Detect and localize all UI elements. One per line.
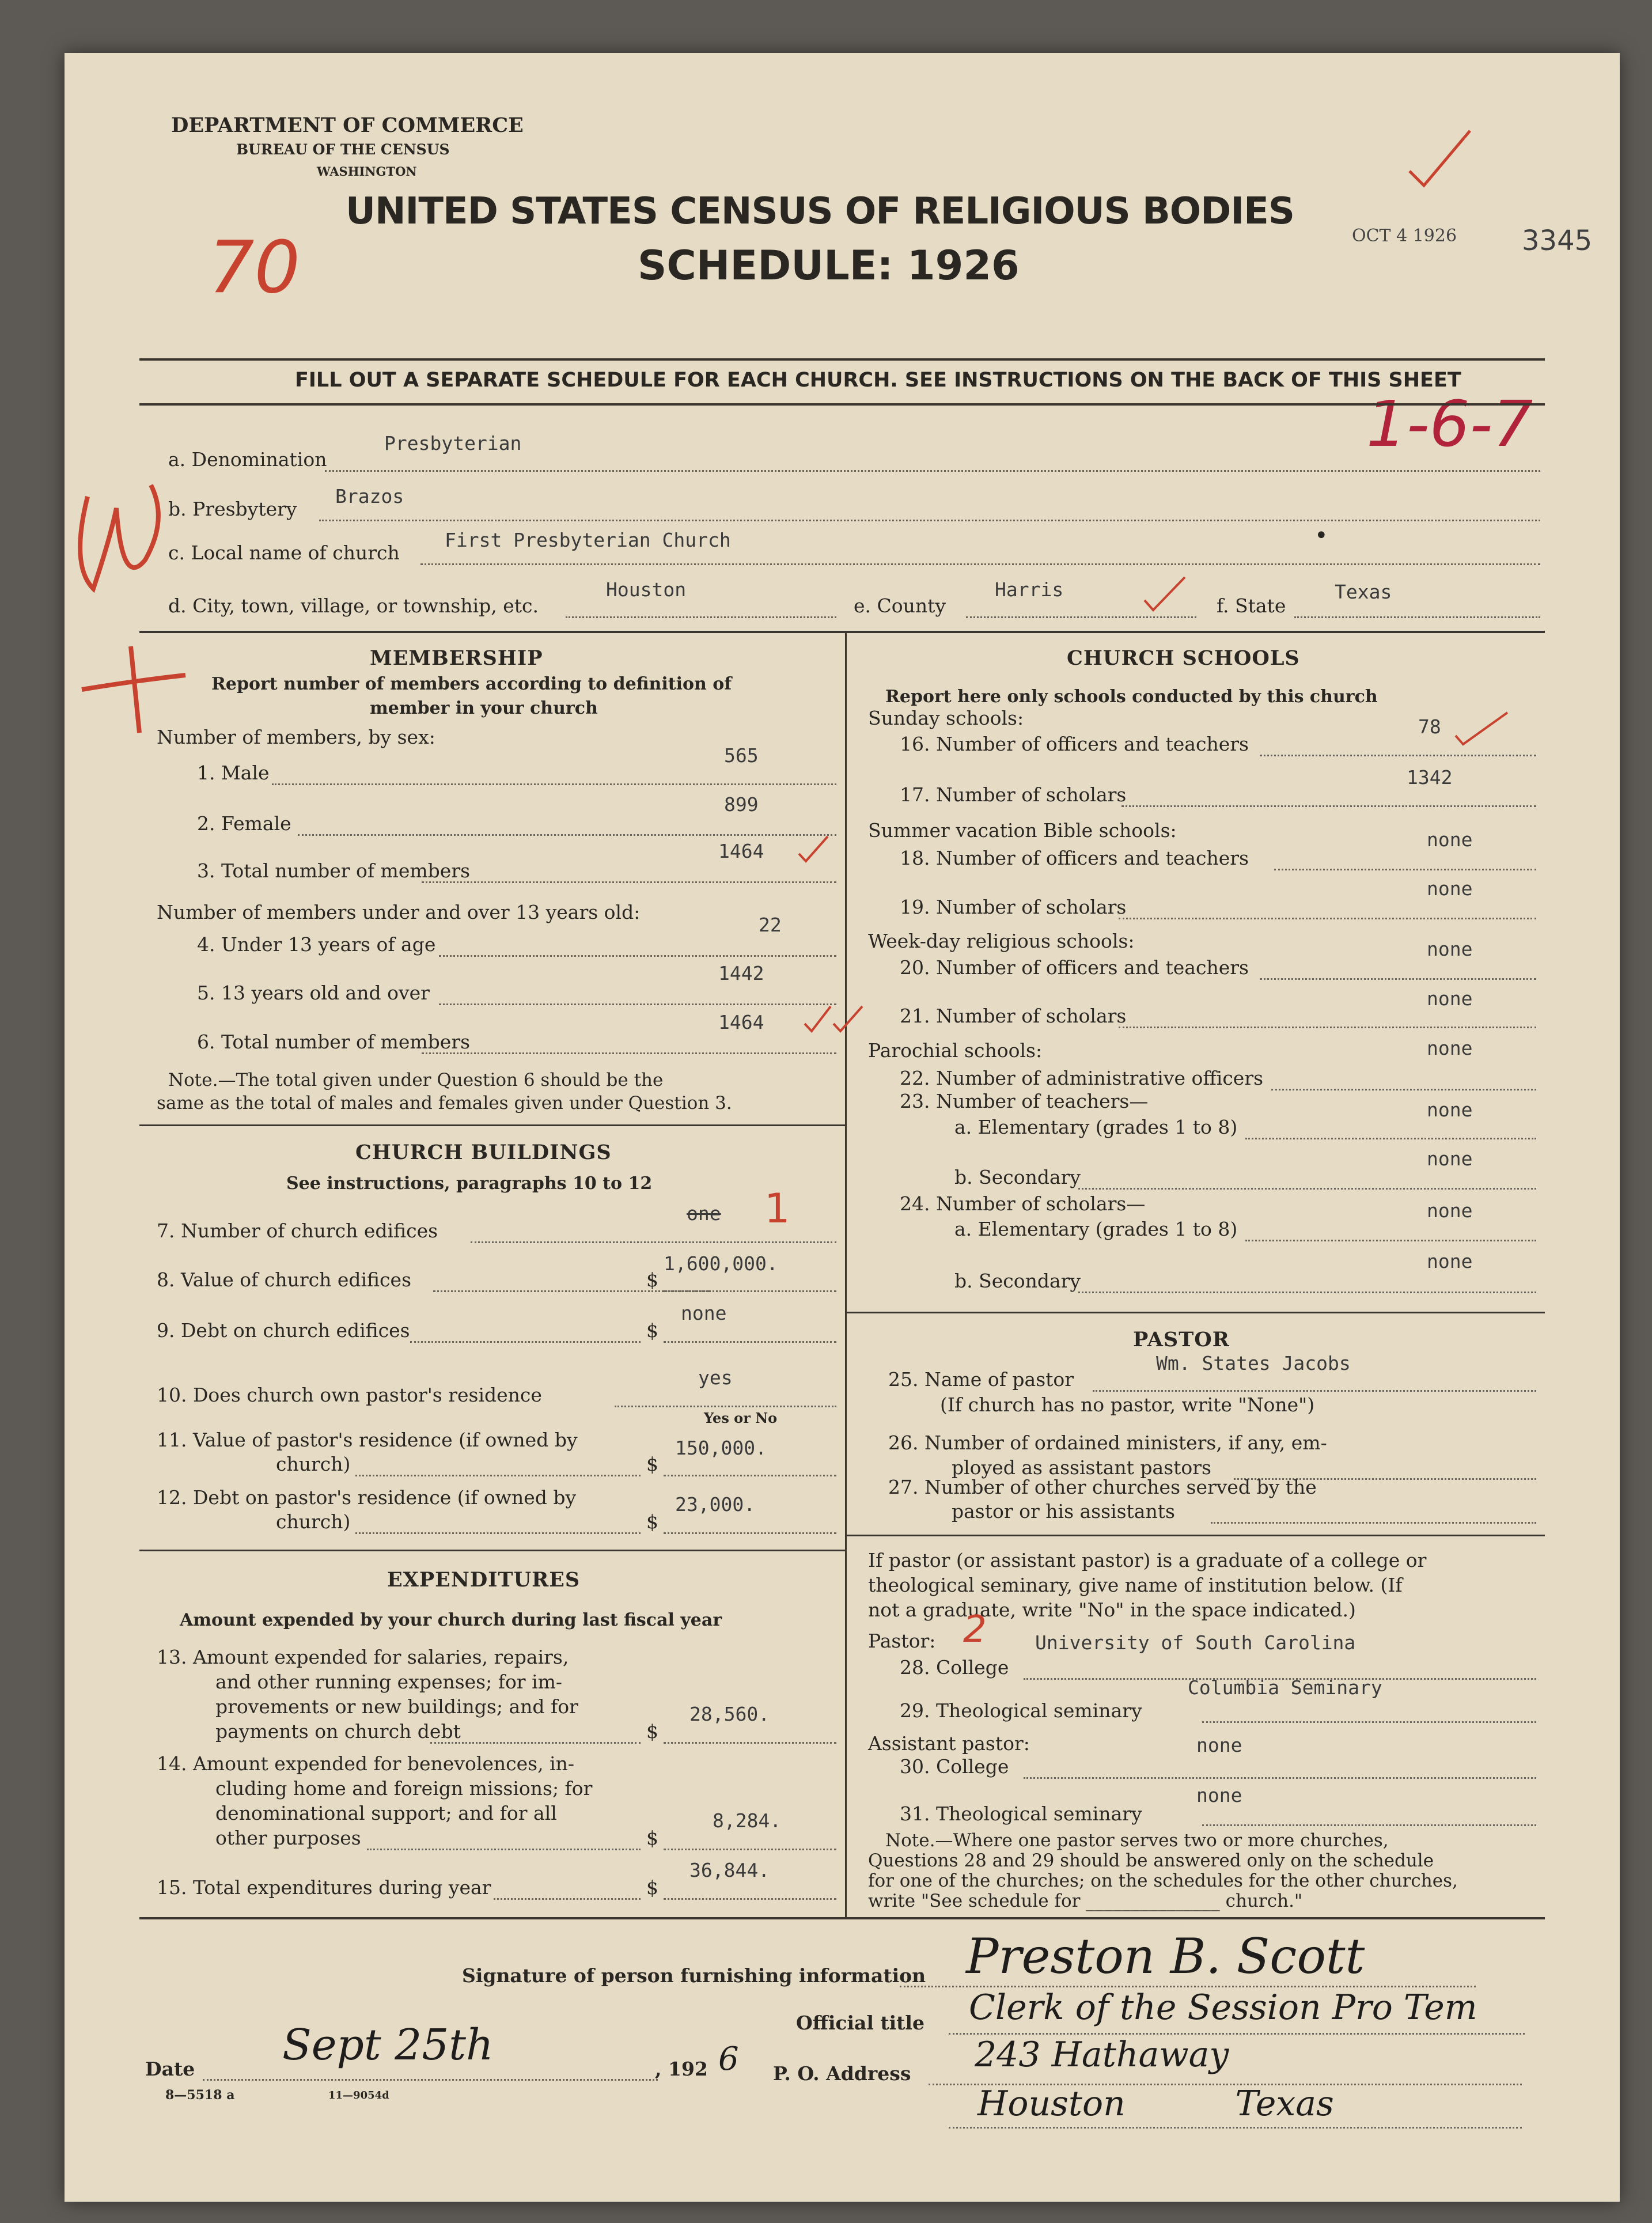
q12-label-1: 12. Debt on pastor's residence (if owned by (157, 1486, 577, 1509)
denomination-label: a. Denomination (168, 448, 327, 471)
q30-label: 30. College (900, 1755, 1009, 1778)
q2-value[interactable]: 899 (724, 793, 759, 816)
q3-label: 3. Total number of members (197, 859, 471, 882)
q24a-value[interactable]: none (1427, 1199, 1473, 1222)
state-value[interactable]: Texas (1335, 581, 1392, 603)
q25-value[interactable]: Wm. States Jacobs (1156, 1352, 1351, 1374)
state-label: f. State (1217, 594, 1286, 617)
q9-label: 9. Debt on church edifices (157, 1319, 410, 1342)
q23a-label: a. Elementary (grades 1 to 8) (954, 1116, 1238, 1138)
pastor-note-3: for one of the churches; on the schedules for the other churches, (868, 1870, 1458, 1891)
membership-heading: MEMBERSHIP (370, 646, 543, 670)
dept-name: DEPARTMENT OF COMMERCE (171, 113, 524, 137)
q16-label: 16. Number of officers and teachers (900, 733, 1249, 755)
q19-value[interactable]: none (1427, 877, 1473, 900)
q12-dollar: $ (646, 1510, 658, 1533)
bureau-name: BUREAU OF THE CENSUS (236, 141, 450, 158)
official-title-label: Official title (796, 2012, 924, 2034)
q24a-label: a. Elementary (grades 1 to 8) (954, 1218, 1238, 1240)
red-cross-mark-icon (76, 641, 191, 739)
q29-value[interactable]: Columbia Seminary (1188, 1676, 1382, 1699)
membership-subheading-2: member in your church (370, 698, 598, 718)
q9-value[interactable]: none (681, 1302, 727, 1324)
summer-schools-label: Summer vacation Bible schools: (868, 819, 1177, 842)
q8-value[interactable]: 1,600,000. (664, 1252, 778, 1275)
q6-label: 6. Total number of members (197, 1031, 471, 1053)
census-form-sheet (65, 53, 1620, 2202)
q5-label: 5. 13 years old and over (197, 982, 430, 1004)
po-address-line-2[interactable]: Houston Texas (977, 2084, 1334, 2124)
q28-value[interactable]: University of South Carolina (1035, 1631, 1356, 1654)
q24-label: 24. Number of scholars— (900, 1192, 1146, 1215)
q13-value[interactable]: 28,560. (689, 1703, 770, 1725)
q18-label: 18. Number of officers and teachers (900, 847, 1249, 869)
q16-value[interactable]: 78 (1418, 715, 1441, 738)
q9-dollar: $ (646, 1319, 658, 1342)
graduate-instruction-3: not a graduate, write "No" in the space indicated.) (868, 1599, 1356, 1621)
q21-value[interactable]: none (1427, 987, 1473, 1010)
q30-value[interactable]: none (1196, 1734, 1242, 1756)
q14-value[interactable]: 8,284. (713, 1809, 782, 1832)
q12-label-2: church) (276, 1510, 351, 1533)
presbytery-value[interactable]: Brazos (335, 485, 404, 508)
membership-note-1: Note.—The total given under Question 6 should be the (168, 1070, 664, 1090)
signature-label: Signature of person furnishing information (462, 1964, 926, 1987)
schools-heading: CHURCH SCHOOLS (1067, 646, 1300, 670)
q8-label: 8. Value of church edifices (157, 1268, 412, 1291)
city-label: d. City, town, village, or township, etc. (168, 594, 539, 617)
members-by-sex-label: Number of members, by sex: (157, 726, 435, 748)
q18-value[interactable]: none (1427, 828, 1473, 851)
q8-dollar: $ (646, 1268, 658, 1291)
q26-label-1: 26. Number of ordained ministers, if any, em- (888, 1431, 1327, 1454)
q24b-value[interactable]: none (1427, 1250, 1473, 1273)
weekday-schools-label: Week-day religious schools: (868, 930, 1135, 952)
q3-value[interactable]: 1464 (718, 840, 764, 862)
denomination-value[interactable]: Presbyterian (384, 432, 522, 455)
red-handwritten-number: 70 (209, 226, 301, 309)
sunday-schools-label: Sunday schools: (868, 707, 1024, 729)
q7-label: 7. Number of church edifices (157, 1220, 438, 1242)
q12-value[interactable]: 23,000. (675, 1493, 756, 1516)
q25-label: 25. Name of pastor (888, 1368, 1074, 1391)
local-name-value[interactable]: First Presbyterian Church (445, 529, 731, 551)
q11-label-2: church) (276, 1453, 351, 1475)
expenditures-subheading: Amount expended by your church during last fiscal year (180, 1610, 722, 1630)
q20-value[interactable]: none (1427, 938, 1473, 960)
stamp-number: 3345 (1522, 225, 1593, 257)
q11-value[interactable]: 150,000. (675, 1437, 767, 1459)
q7-value[interactable]: one (687, 1202, 721, 1225)
schedule-title: SCHEDULE: 1926 (638, 242, 1020, 289)
q1-value[interactable]: 565 (724, 744, 759, 767)
presbytery-label: b. Presbytery (168, 498, 297, 520)
q6-value[interactable]: 1464 (718, 1011, 764, 1033)
membership-subheading-1: Report number of members according to definition of (211, 674, 732, 694)
q19-label: 19. Number of scholars (900, 896, 1127, 918)
expenditures-heading: EXPENDITURES (387, 1568, 581, 1592)
q13-dollar: $ (646, 1720, 658, 1743)
q14-label-3: denominational support; and for all (215, 1802, 557, 1824)
parochial-schools-label: Parochial schools: (868, 1039, 1043, 1062)
q17-label: 17. Number of scholars (900, 783, 1127, 806)
assistant-pastor-subheading: Assistant pastor: (868, 1732, 1030, 1755)
q7-red-correction: 1 (764, 1185, 790, 1232)
q5-value[interactable]: 1442 (718, 962, 764, 984)
local-name-label: c. Local name of church (168, 541, 400, 564)
q10-value[interactable]: yes (698, 1366, 733, 1389)
year-digit[interactable]: 6 (718, 2040, 739, 2078)
print-code: 11—9054d (328, 2089, 389, 2101)
q31-value[interactable]: none (1196, 1784, 1242, 1807)
q25-note: (If church has no pastor, write "None") (940, 1393, 1315, 1416)
membership-note-2: same as the total of males and females given under Question 3. (157, 1093, 732, 1114)
q1-label: 1. Male (197, 762, 270, 784)
graduate-instruction-2: theological seminary, give name of institution below. (If (868, 1574, 1403, 1596)
signature-value[interactable]: Preston B. Scott (966, 1928, 1365, 1985)
q24b-label: b. Secondary (954, 1270, 1081, 1292)
q23a-value[interactable]: none (1427, 1099, 1473, 1121)
q15-value[interactable]: 36,844. (689, 1859, 770, 1881)
q27-label-2: pastor or his assistants (952, 1500, 1175, 1523)
red-annotation-mark-icon (59, 474, 185, 646)
q31-label: 31. Theological seminary (900, 1802, 1142, 1825)
q28-label: 28. College (900, 1656, 1009, 1679)
q11-dollar: $ (646, 1453, 658, 1475)
form-code: 8—5518 a (165, 2088, 235, 2103)
q13-label-1: 13. Amount expended for salaries, repairs, (157, 1646, 569, 1668)
q20-label: 20. Number of officers and teachers (900, 956, 1249, 979)
q4-label: 4. Under 13 years of age (197, 933, 436, 956)
q14-dollar: $ (646, 1827, 658, 1849)
q14-label-1: 14. Amount expended for benevolences, in- (157, 1752, 575, 1775)
q11-label-1: 11. Value of pastor's residence (if owned by (157, 1429, 578, 1451)
pastor-note-4: write "See schedule for _______________ church." (868, 1891, 1303, 1911)
pastor-subheading: Pastor: (868, 1630, 936, 1652)
red-mark-2: 2 (963, 1608, 987, 1651)
q2-label: 2. Female (197, 812, 291, 835)
official-title-value[interactable]: Clerk of the Session Pro Tem (969, 1987, 1477, 2028)
form-title: UNITED STATES CENSUS OF RELIGIOUS BODIES (346, 190, 1294, 233)
pastor-heading: PASTOR (1133, 1328, 1230, 1351)
bureau-city: WASHINGTON (317, 164, 417, 179)
check-mark-icon (796, 834, 831, 865)
q27-label-1: 27. Number of other churches served by the (888, 1476, 1317, 1498)
county-value[interactable]: Harris (995, 578, 1064, 601)
check-mark-icon (802, 1003, 865, 1038)
city-value[interactable]: Houston (606, 578, 687, 601)
q13-label-3: provements or new buildings; and for (215, 1695, 578, 1718)
q29-label: 29. Theological seminary (900, 1699, 1142, 1722)
q15-label: 15. Total expenditures during year (157, 1876, 491, 1899)
po-address-line-1[interactable]: 243 Hathaway (975, 2035, 1229, 2075)
buildings-subheading: See instructions, paragraphs 10 to 12 (286, 1173, 653, 1194)
q22-value[interactable]: none (1427, 1037, 1473, 1059)
q21-label: 21. Number of scholars (900, 1005, 1127, 1027)
q13-label-2: and other running expenses; for im- (215, 1671, 563, 1693)
year-prefix: , 192 (655, 2058, 708, 2080)
check-mark-icon (1407, 128, 1476, 191)
graduate-instruction-1: If pastor (or assistant pastor) is a graduate of a college or (868, 1549, 1427, 1571)
q17-value[interactable]: 1342 (1407, 766, 1453, 789)
pastor-note-2: Questions 28 and 29 should be answered only on the schedule (868, 1850, 1434, 1871)
q13-label-4: payments on church debt (215, 1720, 461, 1743)
check-mark-icon (1142, 574, 1188, 615)
q14-label-4: other purposes (215, 1827, 361, 1849)
received-stamp: OCT 4 1926 (1352, 226, 1457, 246)
q4-value[interactable]: 22 (759, 914, 782, 936)
ink-dot: • (1314, 522, 1328, 549)
q26-label-2: ployed as assistant pastors (952, 1456, 1211, 1479)
age-heading: Number of members under and over 13 years old: (157, 901, 641, 923)
county-label: e. County (854, 594, 946, 617)
q23b-label: b. Secondary (954, 1166, 1081, 1188)
pastor-note-1: Note.—Where one pastor serves two or more churches, (885, 1830, 1389, 1851)
buildings-heading: CHURCH BUILDINGS (355, 1141, 612, 1164)
q23b-value[interactable]: none (1427, 1148, 1473, 1170)
yes-no-caption: Yes or No (704, 1410, 778, 1426)
red-handwritten-code: 1-6-7 (1366, 387, 1533, 461)
instruction-banner: FILL OUT A SEPARATE SCHEDULE FOR EACH CHURCH. SEE INSTRUCTIONS ON THE BACK OF THIS SHEET (295, 369, 1461, 392)
q23-label: 23. Number of teachers— (900, 1090, 1149, 1112)
q15-dollar: $ (646, 1876, 658, 1899)
q10-label: 10. Does church own pastor's residence (157, 1384, 542, 1406)
q22-label: 22. Number of administrative officers (900, 1067, 1264, 1089)
po-address-label: P. O. Address (773, 2062, 911, 2085)
date-label: Date (145, 2058, 195, 2080)
check-mark-icon (1453, 710, 1510, 750)
q14-label-2: cluding home and foreign missions; for (215, 1777, 593, 1800)
schools-subheading: Report here only schools conducted by this church (885, 687, 1378, 707)
date-value[interactable]: Sept 25th (282, 2020, 494, 2070)
